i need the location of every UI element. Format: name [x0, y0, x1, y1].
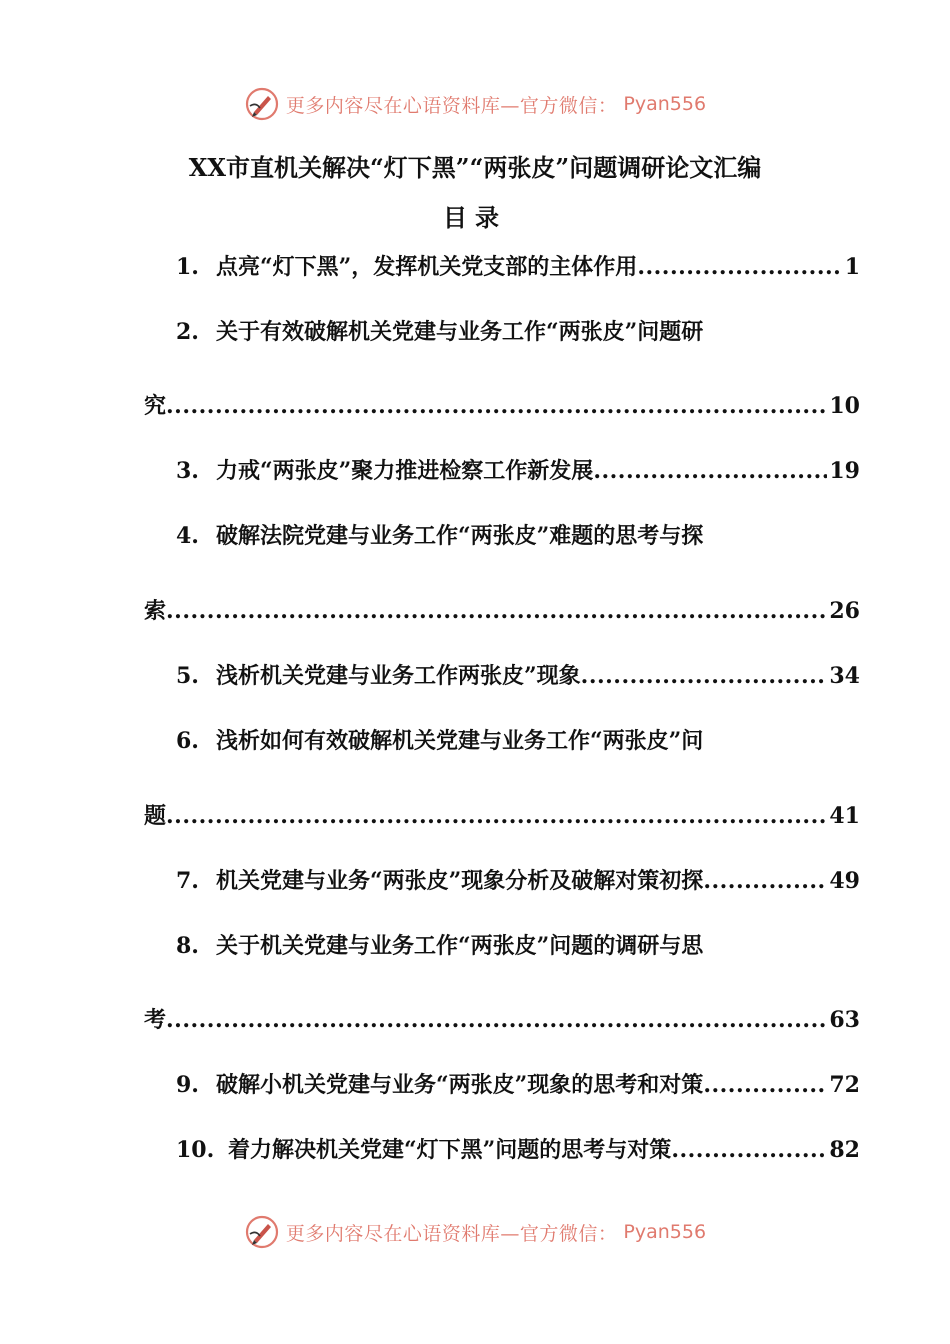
toc-dot-leader — [703, 1068, 827, 1102]
toc-entry-page: 1 — [844, 254, 860, 280]
toc-entry-title: 破解小机关党建与业务“两张皮”现象的思考和对策 — [216, 1072, 704, 1098]
toc-entry-page: 63 — [829, 1007, 860, 1033]
toc-entry-title: 破解法院党建与业务工作“两张皮”难题的思考与探 — [216, 523, 704, 549]
document-title: XX市直机关解决“灯下黑”“两张皮”问题调研论文汇编 — [188, 153, 762, 182]
toc-entry-6-continued[interactable] — [144, 799, 860, 833]
toc-dot-leader — [166, 1003, 827, 1037]
toc-dot-leader — [166, 799, 827, 833]
toc-entry-9[interactable] — [176, 1068, 860, 1102]
toc-entry-5[interactable] — [176, 659, 860, 693]
toc-entry-title: 机关党建与业务“两张皮”现象分析及破解对策初探 — [216, 868, 704, 894]
toc-entry-number: 6. — [176, 728, 199, 754]
watermark-wechat-id: Pyan556 — [623, 1221, 707, 1243]
toc-entry-page: 72 — [829, 1072, 860, 1098]
toc-dot-leader — [166, 594, 827, 628]
toc-entry-title-cont: 究 — [144, 393, 167, 419]
toc-entry-3[interactable] — [176, 454, 860, 488]
pen-logo-icon — [244, 86, 280, 122]
toc-dot-leader — [637, 250, 842, 284]
toc-entry-2[interactable] — [176, 315, 860, 349]
toc-dot-leader — [166, 389, 827, 423]
toc-entry-title-cont: 考 — [144, 1007, 167, 1033]
watermark-bottom — [0, 1212, 950, 1252]
toc-entry-page: 82 — [829, 1137, 860, 1163]
toc-entry-10[interactable] — [176, 1133, 860, 1167]
toc-entry-1[interactable] — [176, 250, 860, 284]
toc-entry-7[interactable] — [176, 864, 860, 898]
watermark-top — [0, 84, 950, 124]
watermark-text: 更多内容尽在心语资料库—官方微信： — [285, 94, 618, 117]
toc-entry-page: 26 — [829, 598, 860, 624]
toc-entry-number: 3. — [176, 458, 199, 484]
pen-logo-icon — [244, 1214, 280, 1250]
toc-entry-number: 4. — [176, 523, 199, 549]
toc-entry-page: 34 — [829, 663, 860, 689]
toc-entry-title: 关于有效破解机关党建与业务工作“两张皮”问题研 — [216, 319, 704, 345]
toc-entry-6[interactable] — [176, 724, 860, 758]
toc-entry-title: 力戒“两张皮”聚力推进检察工作新发展 — [216, 458, 594, 484]
toc-entry-page: 19 — [829, 458, 860, 484]
toc-entry-number: 9. — [176, 1072, 199, 1098]
toc-dot-leader — [581, 659, 828, 693]
toc-entry-title: 着力解决机关党建“灯下黑”问题的思考与对策 — [228, 1137, 672, 1163]
toc-entry-number: 1. — [176, 254, 199, 280]
toc-entry-8-continued[interactable] — [144, 1003, 860, 1037]
toc-entry-title: 浅析如何有效破解机关党建与业务工作“两张皮”问 — [216, 728, 704, 754]
toc-entry-page: 41 — [829, 803, 860, 829]
toc-dot-leader — [703, 864, 827, 898]
toc-entry-title-cont: 题 — [144, 803, 167, 829]
toc-entry-title: 关于机关党建与业务工作“两张皮”问题的调研与思 — [216, 933, 704, 959]
toc-entry-number: 2. — [176, 319, 199, 345]
toc-entry-number: 8. — [176, 933, 199, 959]
toc-entry-title-cont: 索 — [144, 598, 167, 624]
toc-entry-2-continued[interactable] — [144, 389, 860, 423]
watermark-text: 更多内容尽在心语资料库—官方微信： — [285, 1222, 618, 1245]
toc-entry-title: 点亮“灯下黑”，发挥机关党支部的主体作用 — [216, 254, 638, 280]
toc-dot-leader — [593, 454, 827, 488]
toc-entry-number: 10. — [176, 1137, 215, 1163]
watermark-wechat-id: Pyan556 — [623, 93, 707, 115]
toc-dot-leader — [671, 1133, 827, 1167]
toc-entry-page: 10 — [829, 393, 860, 419]
toc-entry-number: 7. — [176, 868, 199, 894]
toc-entry-4-continued[interactable] — [144, 594, 860, 628]
toc-entry-4[interactable] — [176, 519, 860, 553]
toc-heading: 目录 — [443, 203, 507, 232]
toc-entry-8[interactable] — [176, 929, 860, 963]
toc-entry-page: 49 — [829, 868, 860, 894]
toc-entry-number: 5. — [176, 663, 199, 689]
toc-entry-title: 浅析机关党建与业务工作两张皮”现象 — [216, 663, 581, 689]
